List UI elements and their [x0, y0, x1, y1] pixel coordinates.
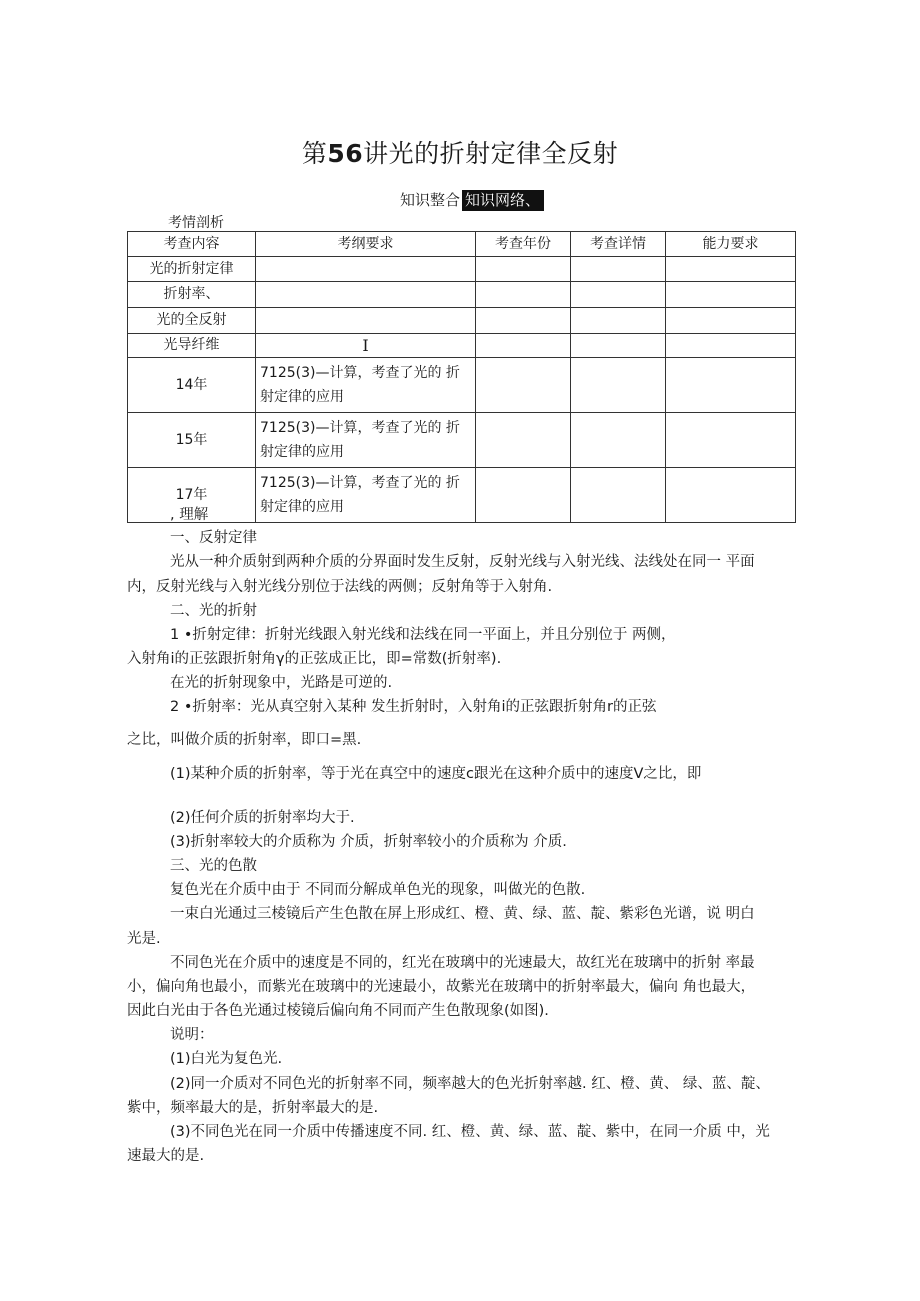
body-line: 说明： [170, 1027, 214, 1043]
table-cell [571, 257, 666, 282]
table-cell [476, 358, 571, 413]
table-cell [666, 358, 796, 413]
table-cell [666, 257, 796, 282]
table-cell: 折射率、 [128, 282, 256, 308]
table-cell: 光的全反射 [128, 308, 256, 334]
table-cell [571, 282, 666, 308]
table-cell [571, 358, 666, 413]
body-line: , 理解 [170, 507, 209, 523]
body-line: (1)某种介质的折射率，等于光在真空中的速度c跟光在这种介质中的速度V之比，即 [170, 766, 702, 782]
body-line: (2)任何介质的折射率均大于. [170, 810, 355, 826]
table-cell [256, 257, 476, 282]
header-cell: 能力要求 [666, 232, 796, 257]
body-line: 入射角i的正弦跟折射角γ的正弦成正比，即=常数(折射率). [127, 651, 502, 667]
table-row [128, 358, 796, 413]
table-row [128, 334, 796, 358]
table-cell [571, 413, 666, 468]
table-cell: 光的折射定律 [128, 257, 256, 282]
body-line: (3)折射率较大的介质称为 介质，折射率较小的介质称为 介质. [170, 834, 567, 850]
body-line: 之比，叫做介质的折射率，即口=黑. [127, 732, 362, 748]
table-cell: 17年 [128, 468, 256, 523]
table-cell [476, 413, 571, 468]
table-cell: 14年 [128, 358, 256, 413]
table-cell: 7125(3)—计算，考查了光的 折射定律的应用 [256, 358, 476, 413]
table-cell: I [256, 334, 476, 358]
table-cell [571, 334, 666, 358]
table-cell [476, 257, 571, 282]
table-cell [666, 308, 796, 334]
body-line: (2)同一介质对不同色光的折射率不同，频率越大的色光折射率越. 红、橙、黄、 绿、蓝、靛、 [170, 1076, 770, 1092]
body-line: 1 •折射定律：折射光线跟入射光线和法线在同一平面上，并且分别位于 两侧， [170, 627, 676, 643]
body-line: 速最大的是. [127, 1148, 205, 1164]
header-cell: 考查内容 [128, 232, 256, 257]
table-header-row [128, 232, 796, 257]
page-title: 第56讲光的折射定律全反射 [301, 139, 619, 168]
table-cell [666, 334, 796, 358]
table-cell [256, 308, 476, 334]
table-cell: 7125(3)—计算，考查了光的 折射定律的应用 [256, 468, 476, 523]
table-cell [256, 282, 476, 308]
body-line: 不同色光在介质中的速度是不同的，红光在玻璃中的光速最大，故红光在玻璃中的折射 率最 [170, 955, 755, 971]
table-caption: 考情剖析 [168, 215, 224, 231]
section-heading: 三、光的色散 [170, 858, 257, 874]
table-row [128, 413, 796, 468]
table-cell [476, 282, 571, 308]
table-cell [476, 334, 571, 358]
body-line: 小，偏向角也最小，而紫光在玻璃中的光速最小，故紫光在玻璃中的折射率最大，偏向 角也最大， [127, 979, 756, 995]
body-line: 复色光在介质中由于 不同而分解成单色光的现象，叫做光的色散. [170, 882, 586, 898]
table-row [128, 257, 796, 282]
body-line: 内，反射光线与入射光线分别位于法线的两侧；反射角等于入射角. [127, 579, 553, 595]
table-cell [666, 413, 796, 468]
header-cell: 考纲要求 [256, 232, 476, 257]
body-line: (1)白光为复色光. [170, 1051, 283, 1067]
body-line: 因此白光由于各色光通过棱镜后偏向角不同而产生色散现象(如图). [127, 1003, 549, 1019]
exam-analysis-table [127, 231, 796, 523]
body-line: (3)不同色光在同一介质中传播速度不同. 红、橙、黄、绿、蓝、靛、紫中，在同一介质 中，光 [170, 1124, 770, 1140]
header-cell: 考查详情 [571, 232, 666, 257]
table-cell: 15年 [128, 413, 256, 468]
section-heading: 二、光的折射 [170, 603, 257, 619]
section-heading: 一、反射定律 [170, 530, 257, 546]
table-cell [571, 308, 666, 334]
body-line: 紫中，频率最大的是，折射率最大的是. [127, 1100, 379, 1116]
table-row [128, 282, 796, 308]
body-line: 2 •折射率：光从真空射入某种 发生折射时，入射角i的正弦跟折射角r的正弦 [170, 699, 657, 715]
table-cell [476, 308, 571, 334]
table-cell: 7125(3)—计算，考查了光的 折射定律的应用 [256, 413, 476, 468]
body-line: 光从一种介质射到两种介质的分界面时发生反射，反射光线与入射光线、法线处在同一 平面 [170, 554, 755, 570]
body-line: 光是. [127, 931, 161, 947]
section-subtitle: 知识整合 知识网络、 [400, 189, 544, 210]
body-line: 一束白光通过三棱镜后产生色散在屏上形成红、橙、黄、绿、蓝、靛、紫彩色光谱，说 明白 [170, 906, 755, 922]
table-cell: 光导纤维 [128, 334, 256, 358]
body-line: 在光的折射现象中，光路是可逆的. [170, 675, 393, 691]
highlight-label: 知识网络、 [462, 190, 544, 211]
table-cell [666, 282, 796, 308]
header-cell: 考查年份 [476, 232, 571, 257]
table-row [128, 308, 796, 334]
